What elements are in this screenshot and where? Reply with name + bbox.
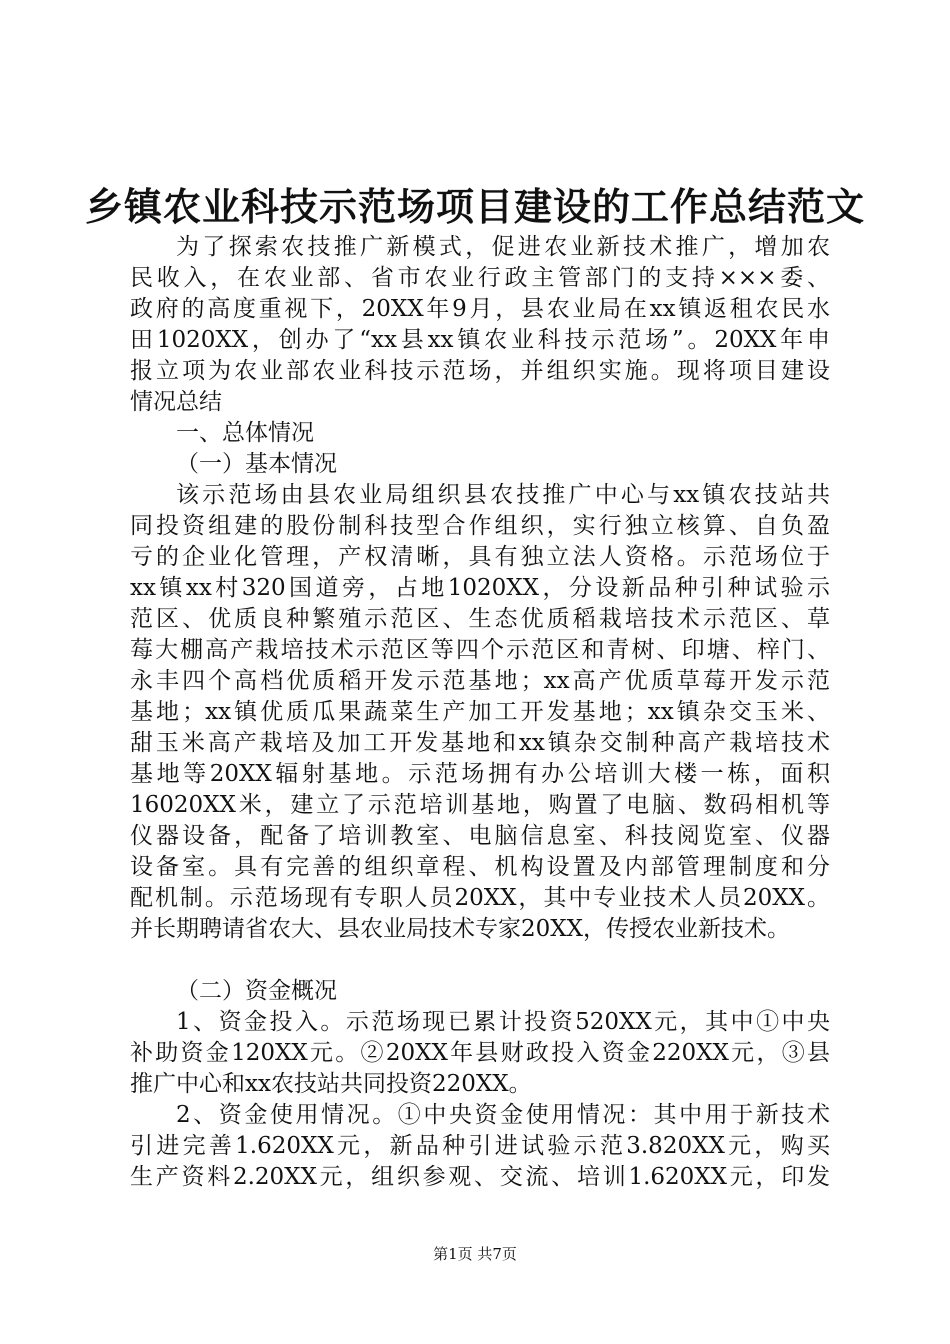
paragraph-line: 2、资金使用情况。①中央资金使用情况：其中用于新技术	[176, 1102, 830, 1128]
subsection-heading: （一）基本情况	[176, 451, 337, 477]
paragraph-line: 引进完善1.620XX元，新品种引进试验示范3.820XX元，购买	[130, 1133, 830, 1159]
subsection-heading: （二）资金概况	[176, 978, 337, 1004]
paragraph-line: 田1020XX，创办了“xx县xx镇农业科技示范场”。20XX年申	[130, 327, 830, 353]
paragraph-line: 基地；xx镇优质瓜果蔬菜生产加工开发基地；xx镇杂交玉米、	[130, 699, 830, 725]
paragraph-line: 补助资金120XX元。②20XX年县财政投入资金220XX元，③县	[130, 1040, 830, 1066]
paragraph-line: 亏的企业化管理，产权清晰，具有独立法人资格。示范场位于	[130, 544, 830, 570]
paragraph-line: 报立项为农业部农业科技示范场，并组织实施。现将项目建设	[130, 358, 830, 384]
section-heading: 一、总体情况	[176, 420, 314, 446]
blank-line	[130, 945, 830, 976]
paragraph-line: 并长期聘请省农大、县农业局技术专家20XX，传授农业新技术。	[130, 916, 791, 942]
paragraph-line: 1、资金投入。示范场现已累计投资520XX元，其中①中央	[176, 1009, 830, 1035]
paragraph-line: 政府的高度重视下，20XX年9月，县农业局在xx镇返租农民水	[130, 296, 830, 322]
paragraph-line: 16020XX米，建立了示范培训基地，购置了电脑、数码相机等	[130, 792, 830, 818]
paragraph-line: 为了探索农技推广新模式，促进农业新技术推广，增加农	[176, 234, 830, 260]
paragraph-line: 仪器设备，配备了培训教室、电脑信息室、科技阅览室、仪器	[130, 823, 830, 849]
paragraph-line: 甜玉米高产栽培及加工开发基地和xx镇杂交制种高产栽培技术	[130, 730, 830, 756]
paragraph-line: 莓大棚高产栽培技术示范区等四个示范区和青树、印塘、梓门、	[130, 637, 830, 663]
document-title: 乡镇农业科技示范场项目建设的工作总结范文	[84, 185, 865, 229]
paragraph-line: 生产资料2.20XX元，组织参观、交流、培训1.620XX元，印发	[130, 1164, 830, 1190]
paragraph-line: 同投资组建的股份制科技型合作组织，实行独立核算、自负盈	[130, 513, 830, 539]
paragraph-line: 基地等20XX辐射基地。示范场拥有办公培训大楼一栋，面积	[130, 761, 830, 787]
document-body	[130, 232, 830, 1193]
paragraph-line: xx镇xx村320国道旁，占地1020XX，分设新品种引种试验示	[130, 575, 830, 601]
paragraph-line: 情况总结	[130, 389, 222, 415]
paragraph-line: 民收入，在农业部、省市农业行政主管部门的支持×××委、	[130, 265, 830, 291]
paragraph-line: 设备室。具有完善的组织章程、机构设置及内部管理制度和分	[130, 854, 830, 880]
paragraph-line: 配机制。示范场现有专职人员20XX，其中专业技术人员20XX。	[130, 885, 830, 911]
paragraph-line: 推广中心和xx农技站共同投资220XX。	[130, 1071, 532, 1097]
paragraph-line: 该示范场由县农业局组织县农技推广中心与xx镇农技站共	[176, 482, 830, 508]
paragraph-line: 范区、优质良种繁殖示范区、生态优质稻栽培技术示范区、草	[130, 606, 830, 632]
page-footer: 第1页 共7页	[433, 1245, 517, 1263]
paragraph-line: 永丰四个高档优质稻开发示范基地；xx高产优质草莓开发示范	[130, 668, 830, 694]
